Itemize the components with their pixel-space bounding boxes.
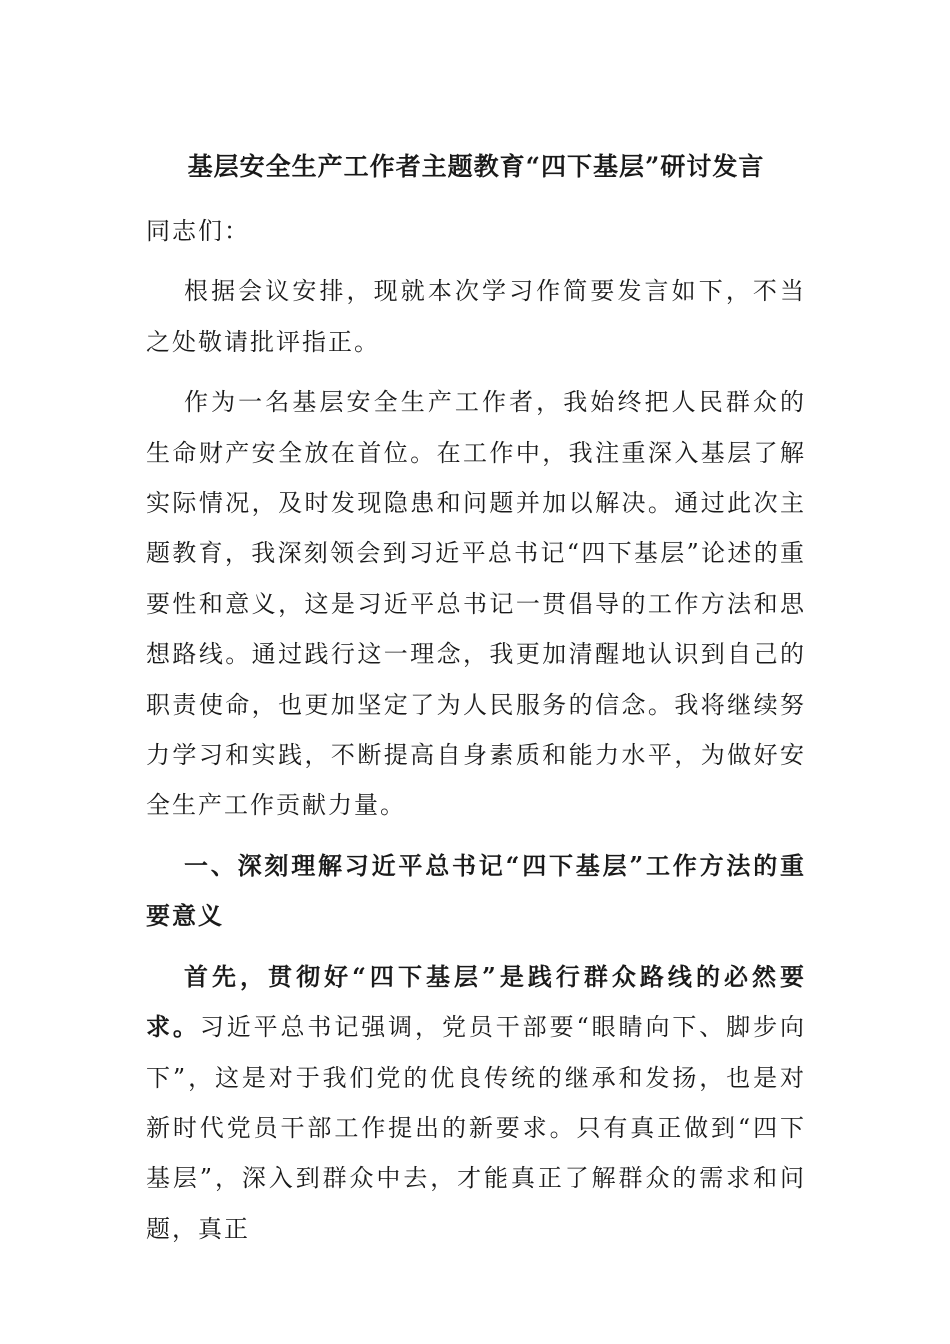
body-paragraph-1: 作为一名基层安全生产工作者，我始终把人民群众的生命财产安全放在首位。在工作中，我注重深入基层了解实际情况，及时发现隐患和问题并加以解决。通过此次主题教育，我深刻领会到习近平总书记“四下基层”论述的重要性和意义，这是习近平总书记一贯倡导的工作方法和思想路线。通过践行这一理念，我更加清醒地认识到自己的职责使命，也更加坚定了为人民服务的信念。我将继续努力学习和实践，不断提高自身素质和能力水平，为做好安全生产工作贡献力量。: [146, 388, 806, 820]
section-heading-1: 一、深刻理解习近平总书记“四下基层”工作方法的重要意义: [146, 850, 806, 931]
salutation: 同志们：: [146, 217, 250, 245]
body-paragraph-2-text: 习近平总书记强调，党员干部要“眼睛向下、脚步向下”，这是对于我们党的优良传统的继承和发扬，也是对新时代党员干部工作提出的新要求。只有真正做到“四下基层”，深入到群众中去，才能真正了解群众的需求和问题，真正: [146, 1013, 806, 1243]
document-title: 基层安全生产工作者主题教育“四下基层”研讨发言: [187, 152, 765, 181]
subheading-1: 首先，贯彻好“四下基层”是践行群众路线的必然要求。: [146, 961, 806, 1042]
body-paragraph-2: [146, 952, 806, 1254]
document-body: [146, 150, 806, 1264]
intro-paragraph: 根据会议安排，现就本次学习作简要发言如下，不当之处敬请批评指正。: [146, 277, 806, 356]
